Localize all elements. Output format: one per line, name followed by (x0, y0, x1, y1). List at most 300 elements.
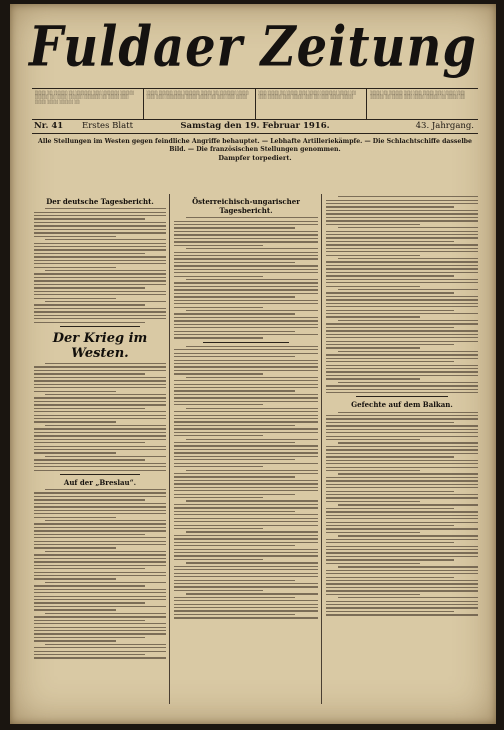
text-line (34, 311, 166, 312)
text-line (34, 439, 166, 440)
text-line (34, 558, 166, 559)
text-line (34, 236, 116, 237)
text-line (174, 552, 318, 553)
text-line (174, 452, 318, 453)
text-line (326, 344, 454, 345)
text-line (174, 252, 318, 253)
text-line (326, 217, 478, 218)
text-line (45, 239, 166, 240)
text-line (326, 614, 478, 615)
text-line (326, 436, 478, 437)
text-line (174, 221, 318, 222)
column-2 (174, 194, 318, 704)
text-line (326, 389, 478, 390)
article-headline: Auf der „Breslau“. (63, 477, 137, 487)
text-line (326, 542, 454, 543)
text-line (174, 293, 318, 294)
text-line (186, 531, 318, 532)
text-line (326, 563, 420, 564)
text-line (326, 310, 454, 311)
text-line (174, 282, 318, 283)
text-line (186, 279, 318, 280)
text-line (34, 432, 166, 433)
text-line (34, 401, 166, 402)
text-line (34, 380, 166, 381)
article-body (34, 489, 166, 659)
volume-label: 43. Jahrgang. (415, 121, 474, 131)
text-line (174, 370, 318, 371)
text-line (326, 439, 420, 440)
text-line (326, 456, 454, 457)
text-line (34, 446, 166, 447)
text-line (174, 449, 318, 450)
text-line (326, 203, 478, 204)
text-line (174, 511, 295, 512)
text-line (34, 366, 166, 367)
text-line (34, 308, 166, 309)
text-line (326, 296, 478, 297)
article-body (326, 412, 478, 616)
text-line (326, 556, 478, 557)
text-line (45, 270, 166, 271)
column-1 (34, 194, 166, 704)
text-line (326, 446, 478, 447)
text-line (326, 580, 478, 581)
text-line (45, 208, 166, 209)
text-line (174, 373, 263, 374)
text-line (34, 315, 166, 316)
article-headline: Gefechte auf dem Balkan. (351, 400, 453, 410)
text-line (326, 365, 478, 366)
text-line (174, 289, 318, 290)
text-line (34, 411, 166, 412)
text-line (326, 532, 420, 533)
text-line (34, 397, 166, 398)
text-line (186, 470, 318, 471)
separator (60, 326, 139, 327)
text-line (174, 401, 318, 402)
text-line (326, 549, 478, 550)
text-line (34, 503, 166, 504)
text-line (174, 580, 295, 581)
text-line (34, 294, 166, 295)
text-line (186, 346, 318, 347)
text-line (326, 303, 478, 304)
text-line (174, 442, 295, 443)
text-line (34, 387, 166, 388)
text-line (174, 445, 318, 446)
text-line (326, 375, 478, 376)
text-line (174, 380, 318, 381)
text-line (34, 291, 166, 292)
text-line (34, 391, 116, 392)
text-line (186, 310, 318, 311)
text-line (174, 617, 318, 618)
text-line (34, 418, 166, 419)
text-line (326, 583, 478, 584)
masthead-info-row (32, 88, 478, 120)
text-line (326, 330, 478, 331)
text-line (34, 523, 166, 524)
text-line (326, 463, 478, 464)
text-line (45, 394, 166, 395)
text-line (174, 320, 318, 321)
text-line (326, 358, 478, 359)
text-line (34, 218, 145, 219)
text-line (326, 261, 478, 262)
article-body (174, 217, 318, 339)
text-line (174, 313, 295, 314)
text-line (34, 442, 145, 443)
text-line (326, 525, 454, 526)
text-line (338, 289, 478, 290)
text-line (326, 601, 478, 602)
text-line (326, 241, 454, 242)
text-line (174, 231, 318, 232)
text-line (174, 480, 318, 481)
text-line (174, 614, 295, 615)
text-line (45, 363, 166, 364)
text-line (326, 511, 478, 512)
text-line (338, 258, 478, 259)
text-line (174, 356, 295, 357)
text-line (34, 633, 166, 634)
text-line (174, 610, 318, 611)
text-line (326, 539, 478, 540)
text-line (338, 597, 478, 598)
text-line (338, 351, 478, 352)
text-line (174, 435, 263, 436)
text-line (326, 415, 478, 416)
issue-date: Samstag den 19. Februar 1916. (180, 121, 330, 131)
lead-headline: Alle Stellungen im Westen gegen feindliche Angriffe behauptet. — Lebhafte Artilleriekämpfe. — Die Schlachtschiffe dasselbe Bild. — Die französischen Stellungen genommen. (38, 138, 472, 153)
text-line (326, 220, 478, 221)
text-line (34, 232, 166, 233)
text-line (174, 514, 318, 515)
text-line (326, 590, 478, 591)
separator (356, 396, 447, 397)
text-line (174, 542, 318, 543)
text-line (174, 411, 318, 412)
edition-label: Erstes Blatt (82, 121, 134, 131)
text-line (34, 506, 166, 507)
text-line (174, 597, 295, 598)
text-line (326, 361, 454, 362)
text-line (34, 599, 166, 600)
text-line (174, 535, 318, 536)
text-line (326, 422, 454, 423)
text-line (174, 324, 318, 325)
text-line (34, 287, 145, 288)
newspaper-title: Fuldaer Zeitung (29, 14, 477, 80)
text-line (186, 377, 318, 378)
text-line (326, 265, 478, 266)
text-line (326, 272, 478, 273)
text-line (174, 334, 318, 335)
text-line (174, 262, 295, 263)
text-line (326, 341, 478, 342)
text-line (174, 276, 263, 277)
article-body (326, 196, 478, 393)
text-line (174, 483, 318, 484)
text-line (34, 575, 166, 576)
text-line (34, 249, 166, 250)
info-box-2: ░░░░ ░░░░░ ░░░ ░░░░░░ ░░░░ ░░ ░░░░░░ ░░░░ ░░░ ░░░ ░░░░░░░ ░░░░ ░░░░ ░░ ░░░ ░░░ ░░░░ (144, 89, 256, 119)
column-rule (169, 194, 170, 704)
text-line (34, 541, 166, 542)
text-line (326, 200, 478, 201)
text-line (338, 504, 478, 505)
text-line (34, 273, 166, 274)
text-line (174, 569, 318, 570)
text-line (34, 578, 116, 579)
text-line (34, 246, 166, 247)
text-line (174, 583, 318, 584)
text-line (34, 637, 145, 638)
text-line (34, 630, 166, 631)
text-line (326, 559, 454, 560)
lead-subheadline: Dampfer torpediert. (218, 154, 292, 162)
text-line (174, 463, 318, 464)
text-line (338, 473, 478, 474)
text-line (326, 337, 478, 338)
text-line (174, 586, 318, 587)
text-line (174, 415, 318, 416)
text-line (174, 549, 318, 550)
text-line (34, 651, 166, 652)
text-line (34, 253, 145, 254)
text-line (186, 562, 318, 563)
text-line (174, 425, 295, 426)
text-line (326, 607, 478, 608)
text-line (174, 317, 318, 318)
text-line (174, 349, 318, 350)
text-line (34, 623, 166, 624)
column-rule (321, 194, 322, 704)
text-line (174, 490, 318, 491)
text-line (174, 456, 318, 457)
text-line (174, 525, 318, 526)
text-line (34, 304, 145, 305)
text-line (338, 535, 478, 536)
text-line (326, 528, 478, 529)
article-body (34, 363, 166, 471)
text-line (326, 491, 454, 492)
text-line (326, 334, 478, 335)
text-line (186, 439, 318, 440)
text-line (174, 504, 318, 505)
text-line (174, 473, 318, 474)
text-line (326, 255, 420, 256)
text-line (34, 534, 145, 535)
text-line (174, 418, 318, 419)
text-line (326, 385, 478, 386)
text-line (338, 412, 478, 413)
text-line (34, 459, 145, 460)
text-line (326, 449, 478, 450)
text-line (34, 492, 166, 493)
text-line (326, 546, 478, 547)
text-line (174, 555, 318, 556)
text-line (326, 604, 478, 605)
text-line (326, 497, 478, 498)
text-line (326, 552, 478, 553)
text-line (326, 237, 478, 238)
text-line (174, 272, 318, 273)
text-line (34, 215, 166, 216)
text-line (34, 212, 166, 213)
text-line (34, 384, 166, 385)
text-line (326, 347, 420, 348)
text-line (45, 551, 166, 552)
text-line (174, 245, 263, 246)
text-line (326, 244, 478, 245)
text-line (174, 234, 318, 235)
text-line (174, 307, 263, 308)
text-line (34, 606, 166, 607)
text-line (34, 654, 145, 655)
text-line (326, 275, 454, 276)
text-line (34, 499, 145, 500)
text-line (34, 657, 166, 658)
text-line (338, 196, 478, 197)
text-line (174, 394, 318, 395)
text-line (34, 318, 166, 319)
date-row (32, 120, 478, 134)
text-line (34, 609, 116, 610)
text-line (34, 585, 145, 586)
text-line (174, 497, 263, 498)
text-line (326, 248, 478, 249)
text-line (326, 299, 478, 300)
text-line (34, 554, 166, 555)
text-line (174, 607, 318, 608)
text-line (326, 392, 478, 393)
text-line (34, 408, 145, 409)
text-line (34, 589, 166, 590)
text-line (326, 368, 478, 369)
text-line (45, 301, 166, 302)
section-headline: Der Krieg im Westen. (52, 330, 148, 361)
text-line (326, 477, 478, 478)
text-line (174, 255, 318, 256)
text-line (174, 545, 295, 546)
text-line (326, 432, 478, 433)
text-line (326, 371, 478, 372)
text-line (174, 476, 295, 477)
text-line (34, 222, 166, 223)
text-line (326, 515, 478, 516)
text-line (34, 466, 166, 467)
text-line (34, 404, 166, 405)
text-line (174, 390, 295, 391)
text-line (326, 518, 478, 519)
text-line (174, 241, 318, 242)
text-line (326, 316, 420, 317)
text-line (34, 298, 116, 299)
text-line (34, 616, 166, 617)
text-line (326, 251, 478, 252)
text-line (326, 611, 454, 612)
text-line (34, 449, 166, 450)
text-line (34, 568, 145, 569)
text-line (326, 487, 478, 488)
text-line (34, 561, 166, 562)
text-line (326, 234, 478, 235)
article-body (34, 208, 166, 323)
text-line (326, 292, 454, 293)
text-line (174, 387, 318, 388)
text-line (174, 303, 318, 304)
text-line (326, 354, 478, 355)
text-line (326, 268, 478, 269)
text-line (326, 206, 454, 207)
text-line (34, 640, 116, 641)
text-line (34, 463, 166, 464)
text-line (34, 627, 166, 628)
text-line (174, 421, 318, 422)
text-line (338, 382, 478, 383)
text-line (174, 604, 318, 605)
text-line (34, 322, 145, 323)
text-line (34, 260, 166, 261)
text-line (34, 572, 166, 573)
text-line (45, 456, 166, 457)
text-line (45, 613, 166, 614)
text-line (34, 496, 166, 497)
text-line (34, 370, 166, 371)
text-line (338, 227, 478, 228)
text-line (34, 243, 166, 244)
text-line (174, 559, 263, 560)
text-line (174, 487, 318, 488)
text-line (326, 279, 478, 280)
issue-number: Nr. 41 (34, 121, 64, 131)
text-line (326, 378, 420, 379)
text-line (174, 566, 318, 567)
text-line (326, 453, 478, 454)
text-line (45, 425, 166, 426)
text-line (174, 353, 318, 354)
text-line (326, 508, 454, 509)
text-line (34, 620, 145, 621)
text-line (326, 323, 478, 324)
text-line (326, 494, 478, 495)
text-line (34, 267, 116, 268)
text-line (34, 435, 166, 436)
text-line (174, 227, 295, 228)
article-headline: Der deutsche Tagesbericht. (46, 197, 154, 206)
column-3 (326, 194, 478, 704)
text-line (174, 337, 263, 338)
text-line (45, 520, 166, 521)
text-line (34, 280, 166, 281)
text-line (174, 384, 318, 385)
masthead (18, 10, 488, 84)
text-line (174, 363, 318, 364)
text-line (174, 269, 318, 270)
text-line (34, 596, 166, 597)
text-line (326, 313, 478, 314)
text-line (174, 507, 318, 508)
separator (60, 474, 139, 475)
text-line (174, 600, 318, 601)
info-box-1: ░░░░ ░░ ░░░░░ ░░ ░░░░░░ ░░░ ░░░░░░ ░░░░░ ░░░░░ ░░ ░░░░ ░░░░░ ░░░░░░ ░░ ░░░░ ░░░ ░░░░ ░░░░ ░░░░░ ░░ (32, 89, 144, 119)
text-line (326, 480, 478, 481)
text-line (34, 263, 166, 264)
text-line (326, 570, 478, 571)
text-line (174, 258, 318, 259)
